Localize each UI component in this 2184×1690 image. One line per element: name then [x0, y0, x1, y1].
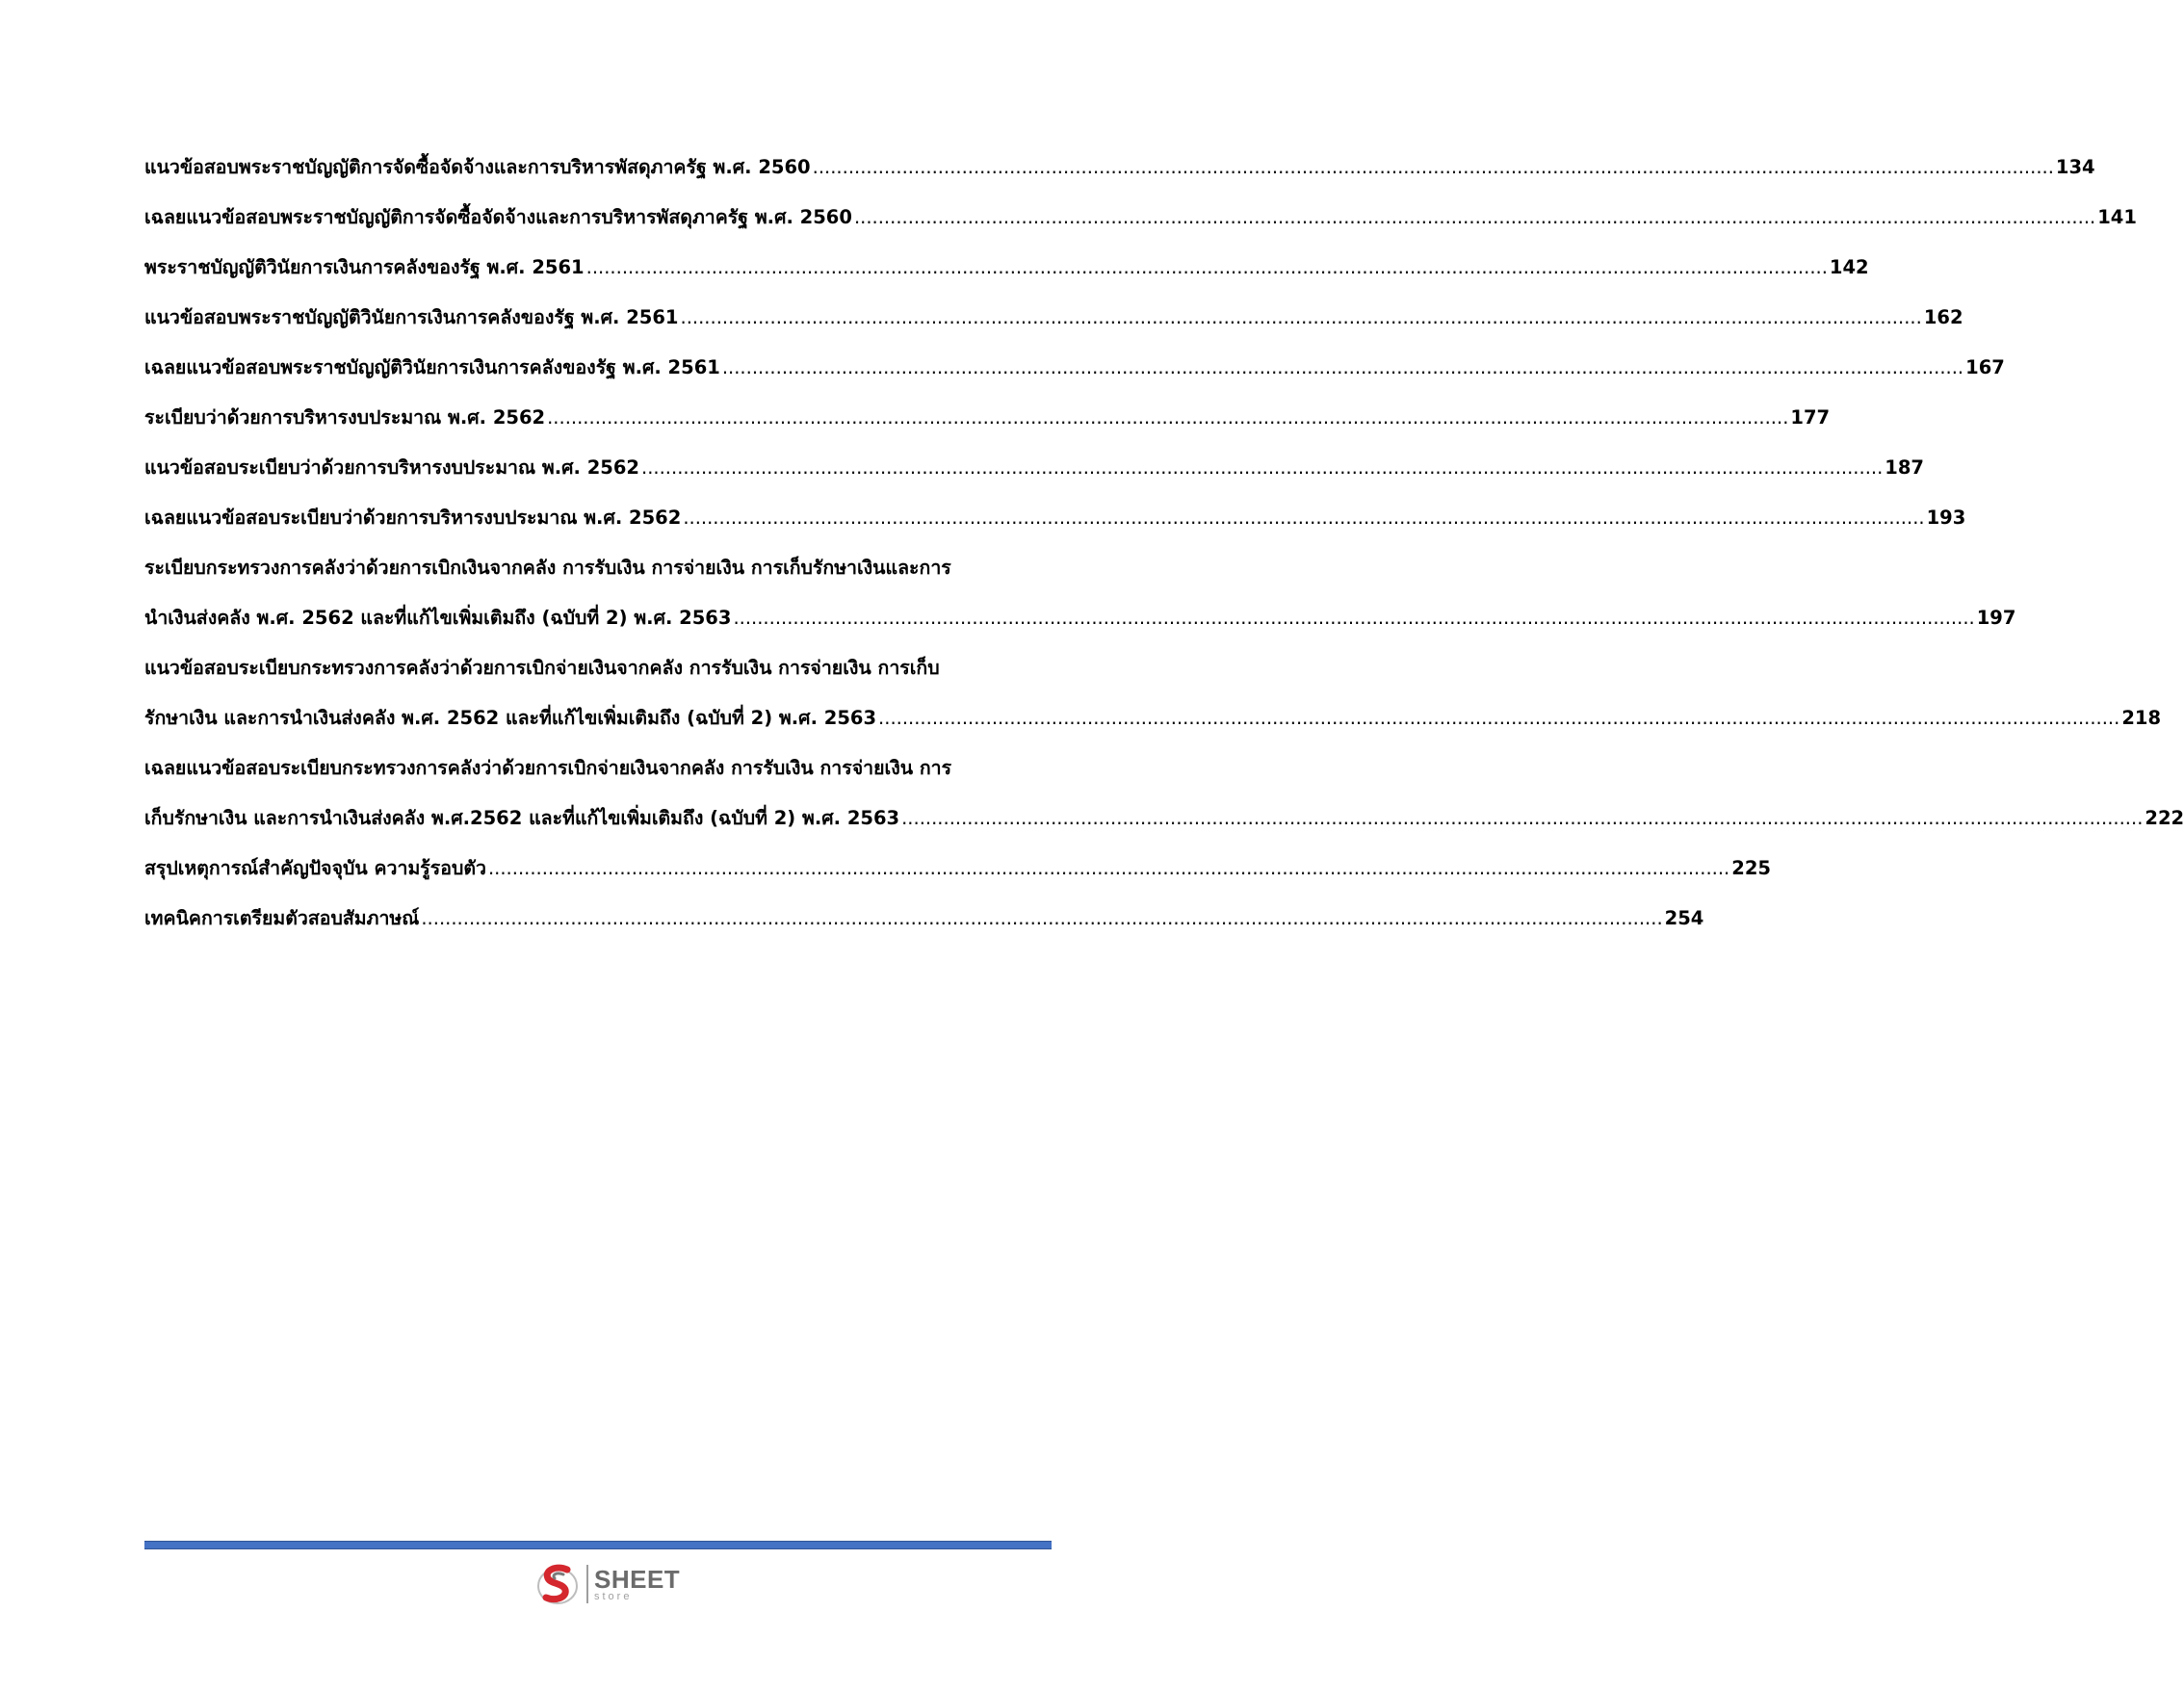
logo-wordmark	[586, 1565, 680, 1603]
dot-leader	[488, 844, 1729, 894]
toc-entry[interactable]	[144, 343, 2005, 393]
toc-entry-page-number: 193	[1926, 507, 1966, 529]
dot-leader	[722, 343, 1963, 393]
toc-entry-page-number: 254	[1664, 907, 1704, 929]
dot-leader	[878, 693, 2119, 743]
toc-entry-title: เทคนิคการเตรียมตัวสอบสัมภาษณ์	[144, 907, 420, 929]
toc-entry[interactable]	[144, 143, 2095, 193]
toc-entry-last-line	[144, 293, 1963, 343]
toc-entry-page-number: 218	[2121, 707, 2162, 729]
toc-entry[interactable]	[144, 243, 1869, 293]
toc-entry[interactable]	[144, 293, 1963, 343]
dot-leader	[683, 493, 1924, 543]
dot-leader	[733, 593, 1974, 643]
dot-leader	[547, 393, 1788, 443]
dot-leader	[421, 894, 1662, 944]
toc-entry-page-number: 162	[1923, 306, 1963, 328]
sheet-store-logo-mark-icon	[534, 1561, 581, 1607]
table-of-contents	[144, 143, 2184, 944]
toc-entry-page-number: 197	[1976, 607, 2016, 629]
toc-entry-title: เฉลยแนวข้อสอบระเบียบว่าด้วยการบริหารงบประมาณ พ.ศ. 2562	[144, 507, 682, 529]
footer-rule	[144, 1541, 1052, 1549]
dot-leader	[641, 443, 1883, 493]
dot-leader	[901, 793, 2143, 844]
dot-leader	[813, 143, 2054, 193]
logo-sub-text: store	[594, 1590, 633, 1602]
toc-entry-title: เฉลยแนวข้อสอบพระราชบัญญัติวินัยการเงินการคลังของรัฐ พ.ศ. 2561	[144, 356, 720, 378]
toc-entry-title: เฉลยแนวข้อสอบพระราชบัญญัติการจัดซื้อจัดจ้างและการบริหารพัสดุภาครัฐ พ.ศ. 2560	[144, 206, 852, 228]
toc-entry[interactable]	[144, 493, 1966, 543]
toc-entry-last-line	[144, 243, 1869, 293]
toc-entry-last-line	[144, 693, 2162, 743]
toc-entry-page-number: 134	[2055, 156, 2095, 178]
toc-entry-title: พระราชบัญญัติวินัยการเงินการคลังของรัฐ พ.ศ. 2561	[144, 256, 585, 278]
toc-entry-title: แนวข้อสอบระเบียบว่าด้วยการบริหารงบประมาณ พ.ศ. 2562	[144, 456, 639, 479]
dot-leader	[586, 243, 1828, 293]
toc-entry-last-line	[144, 593, 2016, 643]
toc-entry[interactable]	[144, 844, 1771, 894]
dot-leader	[681, 293, 1922, 343]
toc-entry-title: แนวข้อสอบพระราชบัญญัติการจัดซื้อจัดจ้างและการบริหารพัสดุภาครัฐ พ.ศ. 2560	[144, 156, 811, 178]
toc-entry-title: สรุปเหตุการณ์สำคัญปัจจุบัน ความรู้รอบตัว	[144, 857, 486, 879]
toc-entry[interactable]	[144, 743, 2184, 844]
toc-entry[interactable]	[144, 543, 2016, 643]
toc-entry-title: ระเบียบว่าด้วยการบริหารงบประมาณ พ.ศ. 2562	[144, 406, 546, 429]
toc-entry-page-number: 187	[1885, 456, 1925, 479]
toc-entry-last-line	[144, 343, 2005, 393]
toc-entry-last-line	[144, 443, 1925, 493]
toc-entry-page-number: 141	[2097, 206, 2137, 228]
toc-entry-last-line	[144, 844, 1771, 894]
toc-entry[interactable]	[144, 894, 1704, 944]
toc-entry-last-line	[144, 143, 2095, 193]
toc-entry-title: รักษาเงิน และการนำเงินส่งคลัง พ.ศ. 2562 และที่แก้ไขเพิ่มเติมถึง (ฉบับที่ 2) พ.ศ. 2563	[144, 707, 877, 729]
toc-entry[interactable]	[144, 193, 2137, 243]
sheet-store-logo	[534, 1560, 698, 1608]
toc-entry-last-line	[144, 793, 2184, 844]
toc-entry-last-line	[144, 894, 1704, 944]
toc-entry-page-number: 225	[1731, 857, 1771, 879]
toc-entry[interactable]	[144, 443, 1925, 493]
dot-leader	[854, 193, 2095, 243]
toc-entry-page-number: 177	[1790, 406, 1831, 429]
toc-entry-page-number: 142	[1829, 256, 1869, 278]
toc-entry-title: นำเงินส่งคลัง พ.ศ. 2562 และที่แก้ไขเพิ่มเติมถึง (ฉบับที่ 2) พ.ศ. 2563	[144, 607, 732, 629]
toc-entry-page-number: 222	[2145, 807, 2184, 829]
toc-entry-page-number: 167	[1965, 356, 2005, 378]
toc-entry-title-line: เฉลยแนวข้อสอบระเบียบกระทรวงการคลังว่าด้วยการเบิกจ่ายเงินจากคลัง การรับเงิน การจ่ายเงิน การ	[144, 757, 952, 779]
toc-entry-title-line: แนวข้อสอบระเบียบกระทรวงการคลังว่าด้วยการเบิกจ่ายเงินจากคลัง การรับเงิน การจ่ายเงิน การเก็บ	[144, 657, 940, 679]
toc-entry-last-line	[144, 393, 1831, 443]
toc-entry[interactable]	[144, 643, 2162, 743]
logo-main-text: SHEET	[594, 1564, 681, 1594]
toc-entry-title: แนวข้อสอบพระราชบัญญัติวินัยการเงินการคลังของรัฐ พ.ศ. 2561	[144, 306, 679, 328]
toc-entry-title-line: ระเบียบกระทรวงการคลังว่าด้วยการเบิกเงินจากคลัง การรับเงิน การจ่ายเงิน การเก็บรักษาเงินและการ	[144, 557, 951, 579]
toc-entry[interactable]	[144, 393, 1831, 443]
toc-entry-title: เก็บรักษาเงิน และการนำเงินส่งคลัง พ.ศ.2562 และที่แก้ไขเพิ่มเติมถึง (ฉบับที่ 2) พ.ศ. 2563	[144, 807, 900, 829]
toc-entry-last-line	[144, 493, 1966, 543]
toc-entry-last-line	[144, 193, 2137, 243]
